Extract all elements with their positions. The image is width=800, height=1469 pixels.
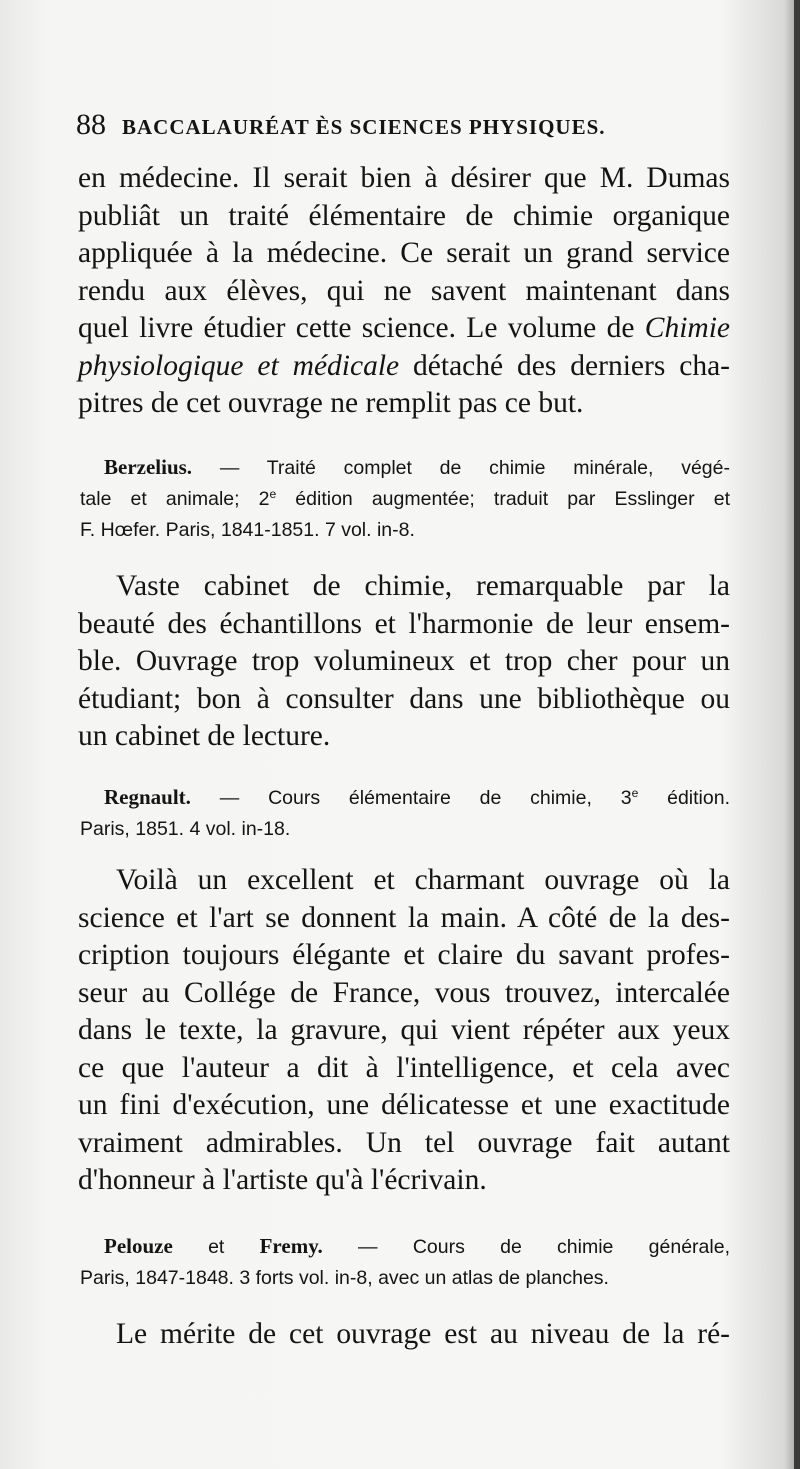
text-line: cription toujours élégante et claire du savant profes- [78, 939, 730, 971]
ref-text: édition. [638, 787, 730, 809]
text-line: d'honneur à l'artiste qu'à l'écrivain. [78, 1164, 487, 1196]
text-line: ce que l'auteur a dit à l'intelligence, et cela avec [78, 1051, 730, 1084]
ref-text: — Cours élémentaire de chimie, 3 [190, 787, 632, 809]
author-name: Berzelius. [104, 455, 193, 479]
ref-line [80, 1231, 730, 1263]
text-line: dans le texte, la gravure, qui vient répéter aux yeux [78, 1014, 730, 1046]
text-line: étudiant; bon à consulter dans une bibliothèque ou [78, 682, 730, 715]
superscript: e [631, 785, 639, 800]
text-line: publiât un traité élémentaire de chimie organique [78, 199, 730, 232]
reference-pelouze-fremy [80, 1231, 730, 1294]
paragraph-dumas [78, 160, 730, 423]
superscript: e [269, 486, 277, 501]
text-line: Voilà un excellent et charmant ouvrage où la [116, 864, 730, 896]
text-line: appliquée à la médecine. Ce serait un grand service [78, 237, 730, 269]
author-name: Pelouze [104, 1234, 173, 1258]
ref-line: F. Hœfer. Paris, 1841-1851. 7 vol. in-8. [80, 519, 415, 541]
text-line: Le mérite de cet ouvrage est au niveau de la ré- [116, 1318, 730, 1350]
page-edge-shadow [794, 0, 800, 1469]
reference-berzelius [80, 452, 730, 546]
text-line: science et l'art se donnent la main. A côté de la des- [78, 901, 730, 934]
text-line: ble. Ouvrage trop volumineux et trop cher pour un [78, 645, 730, 677]
ref-text: — Traité complet de chimie minérale, végé- [192, 457, 730, 479]
text-line: un cabinet de lecture. [78, 720, 331, 752]
text-line: rendu aux élèves, qui ne savent maintenant dans [78, 274, 730, 307]
ref-line [80, 452, 730, 484]
text-line: un fini d'exécution, une délicatesse et une exactitude [78, 1089, 730, 1121]
paragraph-regnault-review [78, 862, 730, 1200]
paragraph-pelouze-review [78, 1316, 730, 1354]
text-line [78, 310, 730, 348]
ref-line: Paris, 1847-1848. 3 forts vol. in-8, avec un atlas de planches. [80, 1267, 609, 1289]
text-line: Vaste cabinet de chimie, remarquable par la [116, 570, 730, 602]
text-line [78, 348, 730, 386]
italic-title: Chimie [644, 312, 730, 344]
text-line: pitres de cet ouvrage ne remplit pas ce but. [78, 387, 584, 419]
text-line: vraiment admirables. Un tel ouvrage fait autant [78, 1126, 730, 1159]
text-line: en médecine. Il serait bien à désirer que M. Dumas [78, 162, 730, 194]
text-fragment: détaché des derniers cha- [399, 349, 730, 382]
ref-line [80, 484, 730, 515]
text-line: seur au Collége de France, vous trouvez, intercalée [78, 976, 730, 1009]
author-name: Regnault. [104, 785, 191, 809]
ref-line: Paris, 1851. 4 vol. in-18. [80, 818, 291, 840]
reference-regnault [80, 782, 730, 845]
ref-line [80, 782, 730, 814]
ref-text: et [172, 1236, 260, 1258]
running-title: BACCALAURÉAT ÈS SCIENCES PHYSIQUES. [122, 115, 606, 139]
ref-text: — Cours de chimie générale, [322, 1236, 730, 1258]
ref-text: tale et animale; 2 [80, 488, 270, 510]
ref-text: édition augmentée; traduit par Esslinger et [276, 488, 730, 510]
page-number: 88 [76, 108, 106, 141]
page-header [76, 108, 736, 148]
text-line: beauté des échantillons et l'harmonie de leur ensem- [78, 607, 730, 640]
italic-title: physiologique et médicale [78, 349, 400, 382]
text-fragment: quel livre étudier cette science. Le volume de [78, 312, 635, 344]
paragraph-berzelius-review [78, 568, 730, 756]
author-name: Fremy. [259, 1234, 323, 1258]
